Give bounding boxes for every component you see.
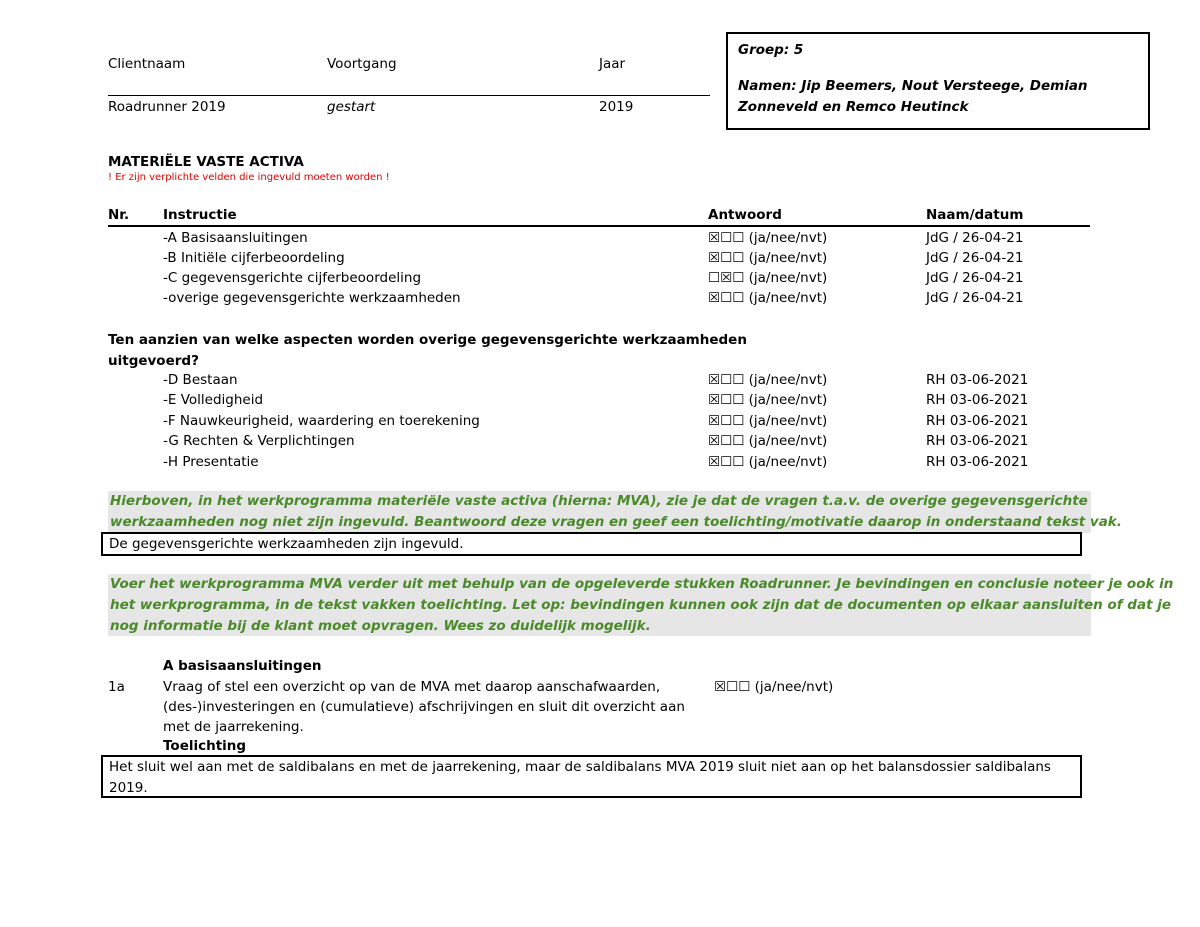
item-antwoord-checkbox[interactable]: ☒☐☐ (ja/nee/nvt) [714, 679, 834, 695]
table-header-divider [108, 225, 1090, 227]
instruction-note-1 [108, 491, 1122, 533]
aspect-row-instructie: -G Rechten & Verplichtingen [163, 433, 355, 449]
aspect-row-instructie: -H Presentatie [163, 454, 259, 470]
table-header-naam-datum: Naam/datum [926, 207, 1024, 223]
table-row-instructie: -overige gegevensgerichte werkzaamheden [163, 290, 461, 306]
question-line-1: Ten aanzien van welke aspecten worden overige gegevensgerichte werkzaamheden [108, 332, 747, 348]
aspect-row-instructie: -E Volledigheid [163, 392, 264, 408]
aspect-row-antwoord-checkbox[interactable]: ☒☐☐ (ja/nee/nvt) [708, 413, 828, 429]
toelichting-textbox[interactable] [101, 755, 1082, 798]
question-line-2: uitgevoerd? [108, 353, 199, 369]
table-row-antwoord-checkbox[interactable]: ☒☐☐ (ja/nee/nvt) [708, 290, 828, 306]
aspect-row-naam-datum: RH 03-06-2021 [926, 454, 1029, 470]
aspect-row-instructie: -F Nauwkeurigheid, waardering en toerekening [163, 413, 480, 429]
table-header-nr: Nr. [108, 207, 130, 223]
table-row-naam-datum: JdG / 26-04-21 [926, 230, 1024, 246]
aspect-row-instructie: -D Bestaan [163, 372, 238, 388]
aspect-row-naam-datum: RH 03-06-2021 [926, 392, 1029, 408]
item-text-line-2: (des-)investeringen en (cumulatieve) afschrijvingen en sluit dit overzicht aan [163, 699, 685, 715]
table-row-instructie: -A Basisaansluitingen [163, 230, 308, 246]
aspect-row-naam-datum: RH 03-06-2021 [926, 413, 1029, 429]
group-number: Groep: 5 [738, 42, 804, 58]
table-row-instructie: -B Initiële cijferbeoordeling [163, 250, 345, 266]
section-title: MATERIËLE VASTE ACTIVA [108, 154, 304, 170]
table-row-naam-datum: JdG / 26-04-21 [926, 290, 1024, 306]
table-header-instructie: Instructie [163, 207, 237, 223]
item-text-line-1: Vraag of stel een overzicht op van de MVA met daarop aanschafwaarden, [163, 679, 661, 695]
group-names: Namen: Jip Beemers, Nout Versteege, Demian Zonneveld en Remco Heutinck [738, 78, 1088, 115]
table-header-antwoord: Antwoord [708, 207, 782, 223]
answer-textbox[interactable] [101, 532, 1082, 556]
instruction-note-1-line-1: Hierboven, in het werkprogramma materiële vaste activa (hierna: MVA), zie je dat de vragen t.a.v. de overige gegevensgerichte [110, 493, 1088, 509]
toelichting-label: Toelichting [163, 738, 247, 754]
aspect-row-antwoord-checkbox[interactable]: ☒☐☐ (ja/nee/nvt) [708, 392, 828, 408]
instruction-note-2-line-2: het werkprogramma, in de tekst vakken toelichting. Let op: bevindingen kunnen ook zijn dat de documenten op elkaar aansluiten of dat je [110, 597, 1172, 613]
item-text-line-3: met de jaarrekening. [163, 719, 304, 735]
mandatory-warning: ! Er zijn verplichte velden die ingevuld moeten worden ! [108, 172, 390, 183]
table-row-naam-datum: JdG / 26-04-21 [926, 250, 1024, 266]
aspect-row-naam-datum: RH 03-06-2021 [926, 433, 1029, 449]
answer-text: De gegevensgerichte werkzaamheden zijn ingevuld. [109, 536, 464, 552]
header-clientnaam-label: Clientnaam [108, 56, 186, 72]
instruction-note-1-line-2: werkzaamheden nog niet zijn ingevuld. Beantwoord deze vragen en geef een toelichting/motivatie daarop in onderstaand tekst vak. [110, 514, 1122, 530]
toelichting-text-line-2: 2019. [109, 780, 148, 796]
aspect-row-antwoord-checkbox[interactable]: ☒☐☐ (ja/nee/nvt) [708, 454, 828, 470]
instruction-note-2 [108, 574, 1174, 636]
table-row-antwoord-checkbox[interactable]: ☐☒☐ (ja/nee/nvt) [708, 270, 828, 286]
toelichting-text-line-1: Het sluit wel aan met de saldibalans en met de jaarrekening, maar de saldibalans MVA 2019 sluit niet aan op het balansdossier saldibalans [109, 759, 1051, 775]
header-voortgang-label: Voortgang [327, 56, 397, 72]
item-number: 1a [108, 679, 125, 695]
header-jaar-label: Jaar [599, 56, 626, 72]
header-voortgang-value: gestart [327, 99, 376, 115]
table-row-antwoord-checkbox[interactable]: ☒☐☐ (ja/nee/nvt) [708, 250, 828, 266]
aspect-row-antwoord-checkbox[interactable]: ☒☐☐ (ja/nee/nvt) [708, 372, 828, 388]
header-clientnaam-value: Roadrunner 2019 [108, 99, 226, 115]
instruction-note-2-line-1: Voer het werkprogramma MVA verder uit met behulp van de opgeleverde stukken Roadrunner. Je bevindingen en conclusie noteer je ook in [110, 576, 1174, 592]
table-row-naam-datum: JdG / 26-04-21 [926, 270, 1024, 286]
header-jaar-value: 2019 [599, 99, 634, 115]
subsection-heading: A basisaansluitingen [163, 658, 322, 674]
aspect-row-antwoord-checkbox[interactable]: ☒☐☐ (ja/nee/nvt) [708, 433, 828, 449]
group-box [726, 32, 1150, 130]
aspect-row-naam-datum: RH 03-06-2021 [926, 372, 1029, 388]
table-row-instructie: -C gegevensgerichte cijferbeoordeling [163, 270, 422, 286]
header-divider [108, 95, 710, 96]
table-row-antwoord-checkbox[interactable]: ☒☐☐ (ja/nee/nvt) [708, 230, 828, 246]
instruction-note-2-line-3: nog informatie bij de klant moet opvragen. Wees zo duidelijk mogelijk. [110, 618, 651, 634]
